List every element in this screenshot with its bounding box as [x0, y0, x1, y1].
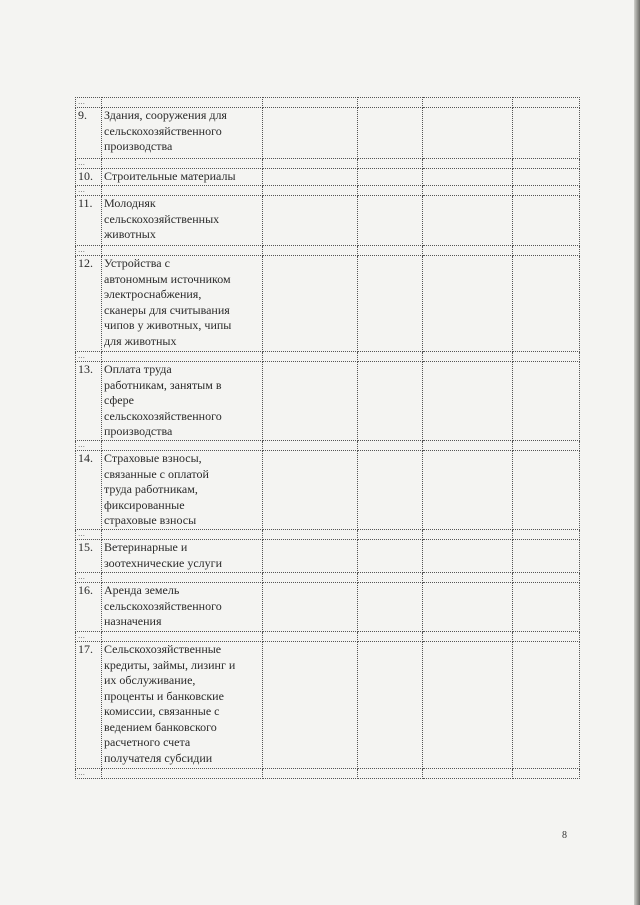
empty-cell: [513, 540, 580, 573]
row-name: [102, 169, 263, 186]
empty-cell: [263, 108, 358, 159]
page-number: 8: [562, 830, 567, 841]
row-name: [102, 196, 263, 246]
row-name-text: Строительные материалы: [104, 169, 236, 183]
ellipsis-row: [76, 98, 580, 108]
empty-cell: [263, 352, 358, 362]
empty-cell: [358, 769, 423, 779]
empty-cell: [358, 583, 423, 632]
row-name-text: Сельскохозяйственные кредиты, займы, лизинг и их обслуживание, проценты и банковские комиссии, связанные с ведением банковского расчетного счета получателя субсидии: [104, 642, 236, 765]
empty-cell: [263, 256, 358, 352]
table-row: [76, 256, 580, 352]
row-number: 11.: [76, 196, 102, 246]
empty-cell: [263, 441, 358, 451]
empty-cell: [513, 451, 580, 530]
empty-cell: [263, 632, 358, 642]
row-name-text: Аренда земель сельскохозяйственного назначения: [104, 583, 222, 628]
row-number: 12.: [76, 256, 102, 352]
empty-cell: [513, 573, 580, 583]
empty-cell: [263, 362, 358, 441]
empty-cell: [513, 108, 580, 159]
empty-cell: [263, 169, 358, 186]
row-number: 17.: [76, 642, 102, 769]
row-name: [102, 451, 263, 530]
row-number: 13.: [76, 362, 102, 441]
empty-cell: [358, 108, 423, 159]
ellipsis-row: [76, 159, 580, 169]
empty-cell: [423, 540, 513, 573]
empty-cell: [358, 642, 423, 769]
empty-cell: [263, 246, 358, 256]
empty-cell: [423, 769, 513, 779]
empty-cell: [263, 573, 358, 583]
empty-cell: [102, 159, 263, 169]
empty-cell: [263, 642, 358, 769]
ellipsis-row: [76, 246, 580, 256]
empty-cell: [513, 169, 580, 186]
empty-cell: [358, 573, 423, 583]
empty-cell: [423, 441, 513, 451]
empty-cell: [423, 108, 513, 159]
empty-cell: [263, 159, 358, 169]
ellipsis-cell: …: [76, 632, 102, 642]
empty-cell: [423, 451, 513, 530]
row-name-text: Ветеринарные и зоотехнические услуги: [104, 540, 222, 570]
ellipsis-row: [76, 186, 580, 196]
empty-cell: [358, 540, 423, 573]
empty-cell: [263, 451, 358, 530]
empty-cell: [423, 530, 513, 540]
empty-cell: [423, 256, 513, 352]
empty-cell: [423, 642, 513, 769]
ellipsis-row: [76, 530, 580, 540]
row-name-text: Здания, сооружения для сельскохозяйственного производства: [104, 108, 227, 153]
empty-cell: [358, 196, 423, 246]
ellipsis-cell: …: [76, 186, 102, 196]
empty-cell: [263, 530, 358, 540]
empty-cell: [358, 246, 423, 256]
empty-cell: [263, 196, 358, 246]
empty-cell: [358, 256, 423, 352]
empty-cell: [102, 441, 263, 451]
empty-cell: [423, 362, 513, 441]
empty-cell: [263, 186, 358, 196]
empty-cell: [358, 159, 423, 169]
empty-cell: [423, 573, 513, 583]
table-row: [76, 451, 580, 530]
row-number: 15.: [76, 540, 102, 573]
ellipsis-row: [76, 441, 580, 451]
empty-cell: [423, 169, 513, 186]
empty-cell: [423, 352, 513, 362]
empty-cell: [423, 98, 513, 108]
row-number: 10.: [76, 169, 102, 186]
ellipsis-cell: …: [76, 769, 102, 779]
empty-cell: [358, 632, 423, 642]
row-name: [102, 583, 263, 632]
row-number: 9.: [76, 108, 102, 159]
row-number: 14.: [76, 451, 102, 530]
page-edge-shadow: [634, 0, 640, 905]
empty-cell: [358, 169, 423, 186]
empty-cell: [513, 769, 580, 779]
empty-cell: [513, 196, 580, 246]
empty-cell: [513, 159, 580, 169]
table-row: [76, 642, 580, 769]
empty-cell: [513, 362, 580, 441]
empty-cell: [102, 186, 263, 196]
row-name-text: Устройства с автономным источником электроснабжения, сканеры для считывания чипов у животных, чипы для животных: [104, 256, 232, 348]
empty-cell: [423, 632, 513, 642]
empty-cell: [102, 769, 263, 779]
empty-cell: [263, 769, 358, 779]
empty-cell: [423, 159, 513, 169]
row-name: [102, 108, 263, 159]
empty-cell: [513, 246, 580, 256]
ellipsis-row: [76, 632, 580, 642]
empty-cell: [263, 98, 358, 108]
empty-cell: [358, 352, 423, 362]
table-row: [76, 196, 580, 246]
ellipsis-row: [76, 352, 580, 362]
table-row: [76, 108, 580, 159]
empty-cell: [423, 246, 513, 256]
ellipsis-row: [76, 573, 580, 583]
empty-cell: [513, 583, 580, 632]
empty-cell: [358, 441, 423, 451]
empty-cell: [102, 530, 263, 540]
empty-cell: [513, 642, 580, 769]
empty-cell: [513, 186, 580, 196]
row-name-text: Оплата труда работникам, занятым в сфере сельскохозяйственного производства: [104, 362, 222, 438]
empty-cell: [513, 441, 580, 451]
row-number: 16.: [76, 583, 102, 632]
row-name-text: Страховые взносы, связанные с оплатой труда работникам, фиксированные страховые взносы: [104, 451, 209, 527]
ellipsis-cell: …: [76, 246, 102, 256]
ellipsis-cell: …: [76, 98, 102, 108]
empty-cell: [263, 583, 358, 632]
empty-cell: [513, 530, 580, 540]
empty-cell: [513, 632, 580, 642]
empty-cell: [263, 540, 358, 573]
empty-cell: [358, 186, 423, 196]
ellipsis-cell: …: [76, 159, 102, 169]
ellipsis-cell: …: [76, 573, 102, 583]
empty-cell: [358, 451, 423, 530]
ellipsis-cell: …: [76, 352, 102, 362]
table-row: [76, 362, 580, 441]
empty-cell: [358, 362, 423, 441]
row-name: [102, 540, 263, 573]
row-name: [102, 642, 263, 769]
empty-cell: [358, 530, 423, 540]
empty-cell: [102, 352, 263, 362]
row-name: [102, 256, 263, 352]
empty-cell: [102, 573, 263, 583]
empty-cell: [423, 186, 513, 196]
empty-cell: [102, 632, 263, 642]
ellipsis-cell: …: [76, 530, 102, 540]
empty-cell: [513, 256, 580, 352]
empty-cell: [513, 98, 580, 108]
table-row: [76, 583, 580, 632]
empty-cell: [102, 98, 263, 108]
empty-cell: [358, 98, 423, 108]
ellipsis-row: [76, 769, 580, 779]
ellipsis-cell: …: [76, 441, 102, 451]
expenses-table: [75, 97, 580, 779]
table-row: [76, 169, 580, 186]
row-name: [102, 362, 263, 441]
empty-cell: [423, 583, 513, 632]
empty-cell: [513, 352, 580, 362]
row-name-text: Молодняк сельскохозяйственных животных: [104, 196, 220, 241]
empty-cell: [102, 246, 263, 256]
empty-cell: [423, 196, 513, 246]
table-row: [76, 540, 580, 573]
